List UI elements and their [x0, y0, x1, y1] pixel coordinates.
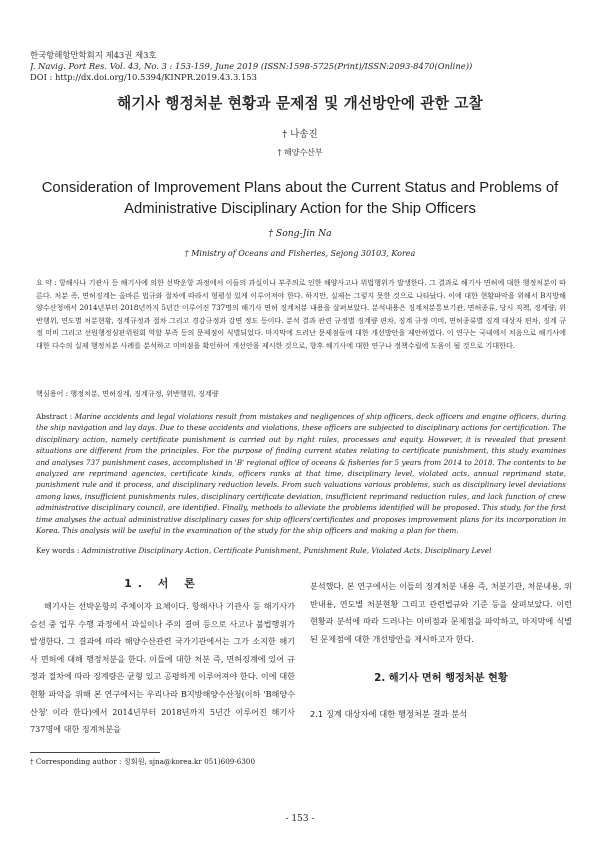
keywords-label: Key words : [36, 546, 80, 555]
right-column-paragraph: 분석했다. 본 연구에서는 이들의 징계처분 내용 즉, 처분기관, 처분내용, 위반내용, 연도별 처분현황 그리고 관련법규와 기준 등을 살펴보았다. 이런 현황과 분석에 따라 드러나는 미비점과 문제점을 파악하고, 마지막에 식별된 문제점에 대한 개선방안을 제시하고자 한다. [310, 581, 572, 644]
journal-header [30, 50, 575, 82]
abstract-english-text: Marine accidents and legal violations result from mistakes and negligences of ship officers, deck officers and engine officers, during the ship navigation and lay days. Due to these accidents and violations, these officers are subjected to disciplinary actions for certification. The disciplinary action, namely certificate punishment is carried out by right rules, processes and equity. However, it is revealed that present situations are different from the principles. For the purpose of finding current states relating to certificate punishment, this study examines and analyses 737 punishment cases, accomplished in 'B' regional office of oceans & fisheries for 5 years from 2014 to 2018. The contents to be analyzed are reprimand agencies, certificate kinds, officers ranks at that time, disciplinary level, violated acts, annual reprimand state, punishment rule and it process, and disciplinary reduction levels. From such valuations various problems, such as disciplinary level deviations among laws, insufficient punishments rules, disciplinary certificate deviation, insufficient reprimand reduction rules, and lack function of crew administrative disciplinary council, are identified. Finally, methods to alleviate the problems identified will be proposed. This study, for the first time analyses the actual administrative disciplinary cases for ship officers'certificates and proposes improvement plans for its incorporation in Korea. This analysis will be useful in the examination of the study for the ship officers and making a plan for them. [36, 412, 566, 536]
keywords-korean: 핵심용어 : 행정처분, 면허징계, 징계규정, 위반행위, 징계량 [36, 389, 219, 398]
author-english: † Song-Jin Na [268, 228, 332, 239]
keywords-english [36, 546, 566, 555]
section-2-heading: 2. 해기사 면허 행정처분 현황 [374, 673, 508, 684]
title-english: Consideration of Improvement Plans about the Current Status and Problems of Administrative Disciplinary Action for the Ship Officers [41, 180, 559, 217]
abstract-english [36, 411, 566, 536]
right-column-body [310, 578, 572, 648]
corresponding-author-footnote: † Corresponding author : 정회원, sjna@korea.kr 051)609-6300 [30, 757, 256, 766]
abstract-label: Abstract : [36, 412, 73, 421]
affiliation-korean: † 해양수산부 [277, 148, 323, 157]
affiliation-english: † Ministry of Oceans and Fisheries, Sejong 30103, Korea [184, 249, 416, 258]
title-korean: 해기사 행정처분 현황과 문제점 및 개선방안에 관한 고찰 [117, 95, 483, 112]
subsection-2-1-heading: 2.1 징계 대상자에 대한 행정처분 결과 분석 [310, 709, 468, 719]
section-1-paragraph: 해기사는 선박운항의 주체이자 요체이다. 항해사나 기관사 등 해기사가 승선 중 업무 수행 과정에서 과실이나 주의 결여 등으로 사고나 불법행위가 발생한다. 그 결과에 따라 해양수산관련 국가기관에서는 그가 소지한 해기사 면허에 대해 행정처분을 한다. 이들에 대한 처분 즉, 면허징계에 있어 규정과 절차에 따라 징계량은 균형 있고 공평하게 이루어져야 한다. 이에 대한 현황 파악을 위해 본 연구에서는 우리나라 B지방해양수산청(이하 'B해양수산청' 이라 한다)에서 2014년부터 2018년까지 5년간 이루어진 해기사 737명에 대한 징계처분을 [30, 601, 295, 735]
author-korean: † 나송진 [282, 129, 318, 140]
abstract-korean: 요 약 : 항해사나 기관사 등 해기사에 의한 선박운항 과정에서 이들의 과실이나 부주의로 인한 해양사고나 위법행위가 발생한다. 그 결과로 해기사 면허에 대한 행정처분이 따른다. 처분 즉, 면허징계는 올바른 법규와 절차에 따라서 형평성 있게 이루어져야 한다. 하지만, 실제는 그렇지 못한 것으로 나타났다. 이에 대한 현황파악을 위해서 B지방해양수산청에서 2014년부터 2018년까지 5년간 이루어진 737명의 해기사 면허 징계처분 내용을 살펴보았다. 분석내용은 징계처분통보기관, 면허종류, 당시 직책, 징계량, 위반행위, 연도별 처분현황, 징계규정과 절차 그리고 경감규정과 감면 정도 등이다. 분석 결과 관련 규정별 징계량 편차, 징계 규정 미비, 면허종류별 징계 대상자 편차, 징계 규정 미비 그리고 선원행정심판위원회 역할 부족 등의 문제점이 식별되었다. 마지막에 드러난 문제점들에 대한 개선방안을 제안하였다. 이 연구는 국내에서 처음으로 해기사에 대한 다수의 실제 행정처분 사례를 분석하고 미비점을 확인하여 개선안을 제시한 것으로, 향후 해기사에 대한 연구나 정책수립에 도움이 될 것으로 기대한다. [36, 278, 566, 350]
journal-citation-line: J. Navig. Port Res. Vol. 43, No. 3 : 153-159, June 2019 (ISSN:1598-5725(Print)/ISSN:2093-8470(Online)) [30, 60, 473, 71]
keywords-english-text: Administrative Disciplinary Action, Certificate Punishment, Punishment Rule, Violated Acts, Disciplinary Level [81, 546, 492, 555]
journal-name-line: 한국항해항만학회지 제43권 제3호 [30, 50, 157, 60]
section-1-heading: 1. 서 론 [124, 577, 201, 590]
left-column-body [30, 598, 295, 739]
doi-line: DOI : http://dx.doi.org/10.5394/KINPR.2019.43.3.153 [30, 71, 257, 82]
page-number: - 153 - [285, 814, 315, 824]
footnote-divider [30, 752, 160, 753]
